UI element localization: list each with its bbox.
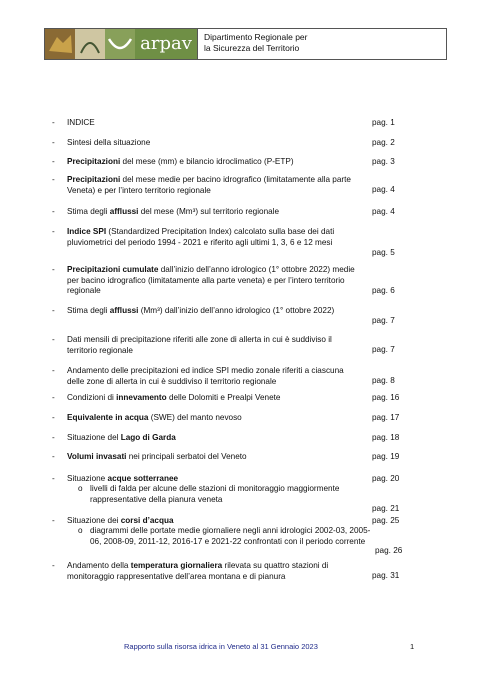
toc-entry-text — [67, 175, 357, 196]
toc-page-number: pag. 7 — [372, 316, 395, 325]
toc-text-part: innevamento — [116, 393, 167, 402]
page-number: 1 — [410, 642, 415, 651]
toc-text-part: (SWE) del manto nevoso — [148, 413, 242, 422]
toc-text-part: afflussi — [109, 306, 139, 315]
toc-text-part: Stima degli — [67, 306, 110, 315]
toc-text-part: del mese (Mm³) sul territorio regionale — [138, 207, 280, 216]
toc-page-number: pag. 20 — [372, 474, 400, 483]
toc-page-number: pag. 6 — [372, 286, 395, 295]
toc-dash: - — [52, 118, 55, 127]
toc-page-number: pag. 7 — [372, 345, 395, 354]
toc-subitem-page: pag. 26 — [375, 546, 403, 555]
toc-page-number: pag. 18 — [372, 433, 400, 442]
toc-text-part: temperatura giornaliera — [130, 561, 223, 570]
toc-dash: - — [52, 335, 55, 344]
toc-text-part: delle Dolomiti e Prealpi Venete — [166, 393, 281, 402]
toc-entry-text — [67, 452, 357, 463]
toc-dash: - — [52, 175, 55, 184]
toc-text-part: Situazione — [67, 474, 108, 483]
toc-text-part: corsi d’acqua — [120, 516, 174, 525]
toc-entry-text — [67, 227, 357, 248]
toc-text-part: acque sotterranee — [107, 474, 179, 483]
toc-entry-text — [67, 157, 357, 168]
department-name: Dipartimento Regionale per la Sicurezza del Territorio — [204, 32, 308, 53]
toc-subitem-page: pag. 21 — [372, 504, 400, 513]
toc-page-number: pag. 1 — [372, 118, 395, 127]
toc-entry-text — [67, 366, 357, 387]
toc-text-part: Equivalente in acqua — [67, 413, 149, 422]
toc-text-part: rilevata su quattro stazioni di monitoraggio rappresentative dell’area montana e di pianura — [67, 561, 329, 581]
toc-entry-text — [67, 561, 357, 582]
toc-entry-text — [67, 433, 357, 444]
toc-text-part: Dati mensili di precipitazione riferiti alle zone di allerta in cui è suddiviso il territorio regionale — [67, 335, 332, 355]
toc-text-part: nei principali serbatoi del Veneto — [126, 452, 247, 461]
toc-page-number: pag. 17 — [372, 413, 400, 422]
toc-page-number: pag. 25 — [372, 516, 400, 525]
toc-text-part: Situazione del — [67, 433, 121, 442]
toc-text-part: del mese medie per bacino idrografico (limitatamente alla parte Veneta) e per l’intero territorio regionale — [67, 175, 351, 195]
toc-text-part: Volumi invasati — [67, 452, 127, 461]
toc-text-part: del mese (mm) e bilancio idroclimatico (P-ETP) — [120, 157, 294, 166]
toc-text-part: afflussi — [109, 207, 139, 216]
toc-entry-text — [67, 265, 357, 297]
toc-dash: - — [52, 474, 55, 483]
toc-page-number: pag. 4 — [372, 207, 395, 216]
toc-dash: - — [52, 366, 55, 375]
toc-entry-text — [67, 516, 357, 527]
toc-entry-text — [67, 207, 357, 218]
toc-dash: - — [52, 452, 55, 461]
toc-text-part: Condizioni di — [67, 393, 117, 402]
toc-text-part: Indice SPI — [67, 227, 107, 236]
toc-entry-text — [67, 474, 357, 485]
toc-dash: - — [52, 227, 55, 236]
toc-text-part: Precipitazioni — [67, 157, 121, 166]
toc-dash: - — [52, 207, 55, 216]
toc-entry-text — [67, 118, 357, 129]
toc-text-part: INDICE — [67, 118, 95, 127]
toc-dash: - — [52, 413, 55, 422]
toc-page-number: pag. 31 — [372, 571, 400, 580]
toc-text-part: dall’inizio dell’anno idrologico (1° ottobre 2022) medie per bacino idrografico (limitatamente alla parte veneta) e per l’intero territorio regionale — [67, 265, 355, 295]
toc-subitem-text: livelli di falda per alcune delle stazioni di monitoraggio maggiormente rappresentative della pianura veneta — [90, 484, 340, 504]
toc-text-part: Stima degli — [67, 207, 110, 216]
toc-text-part: Situazione dei — [67, 516, 121, 525]
toc-dash: - — [52, 561, 55, 570]
toc-page-number: pag. 19 — [372, 452, 400, 461]
toc-text-part: Precipitazioni cumulate — [67, 265, 159, 274]
toc-page-number: pag. 4 — [372, 185, 395, 194]
toc-dash: - — [52, 306, 55, 315]
arpav-logo — [45, 29, 198, 59]
toc-entry-text — [67, 306, 357, 317]
page-header — [44, 28, 447, 60]
toc-entry-text — [67, 393, 357, 404]
toc-entry-text — [67, 138, 357, 149]
toc-text-part: Andamento della — [67, 561, 131, 570]
toc-dash: - — [52, 433, 55, 442]
toc-text-part: Precipitazioni — [67, 175, 121, 184]
toc-dash: - — [52, 157, 55, 166]
toc-dash: - — [52, 393, 55, 402]
toc-page-number: pag. 5 — [372, 248, 395, 257]
toc-page-number: pag. 3 — [372, 157, 395, 166]
toc-page-number: pag. 16 — [372, 393, 400, 402]
toc-text-part: (Standardized Precipitation Index) calcolato sulla base dei dati pluviometrici del periodo 1994 - 2021 e riferito agli ultimi 1, 3, 6 e 12 mesi — [67, 227, 335, 247]
toc-dash: - — [52, 516, 55, 525]
toc-text-part: (Mm³) dall’inizio dell’anno idrologico (1° ottobre 2022) — [138, 306, 335, 315]
toc-subitem-text: diagrammi delle portate medie giornaliere negli anni idrologici 2002-03, 2005-06, 2008-09, 2011-12, 2016-17 e 2021-22 confrontati con il periodo corrente — [90, 526, 371, 546]
brand-name: arpav — [135, 29, 197, 59]
toc-entry-text — [67, 335, 357, 356]
toc-text-part: Andamento delle precipitazioni ed indice SPI medio zonale riferiti a ciascuna delle zone di allerta in cui è suddiviso il territorio regionale — [67, 366, 344, 386]
toc-dash: - — [52, 138, 55, 147]
toc-text-part: Lago di Garda — [120, 433, 176, 442]
toc-page-number: pag. 2 — [372, 138, 395, 147]
footer-text: Rapporto sulla risorsa idrica in Veneto al 31 Gennaio 2023 — [124, 642, 318, 651]
toc-entry-text — [67, 413, 357, 424]
toc-text-part: Sintesi della situazione — [67, 138, 151, 147]
toc-dash: - — [52, 265, 55, 274]
toc-page-number: pag. 8 — [372, 376, 395, 385]
logo-images — [45, 29, 135, 59]
